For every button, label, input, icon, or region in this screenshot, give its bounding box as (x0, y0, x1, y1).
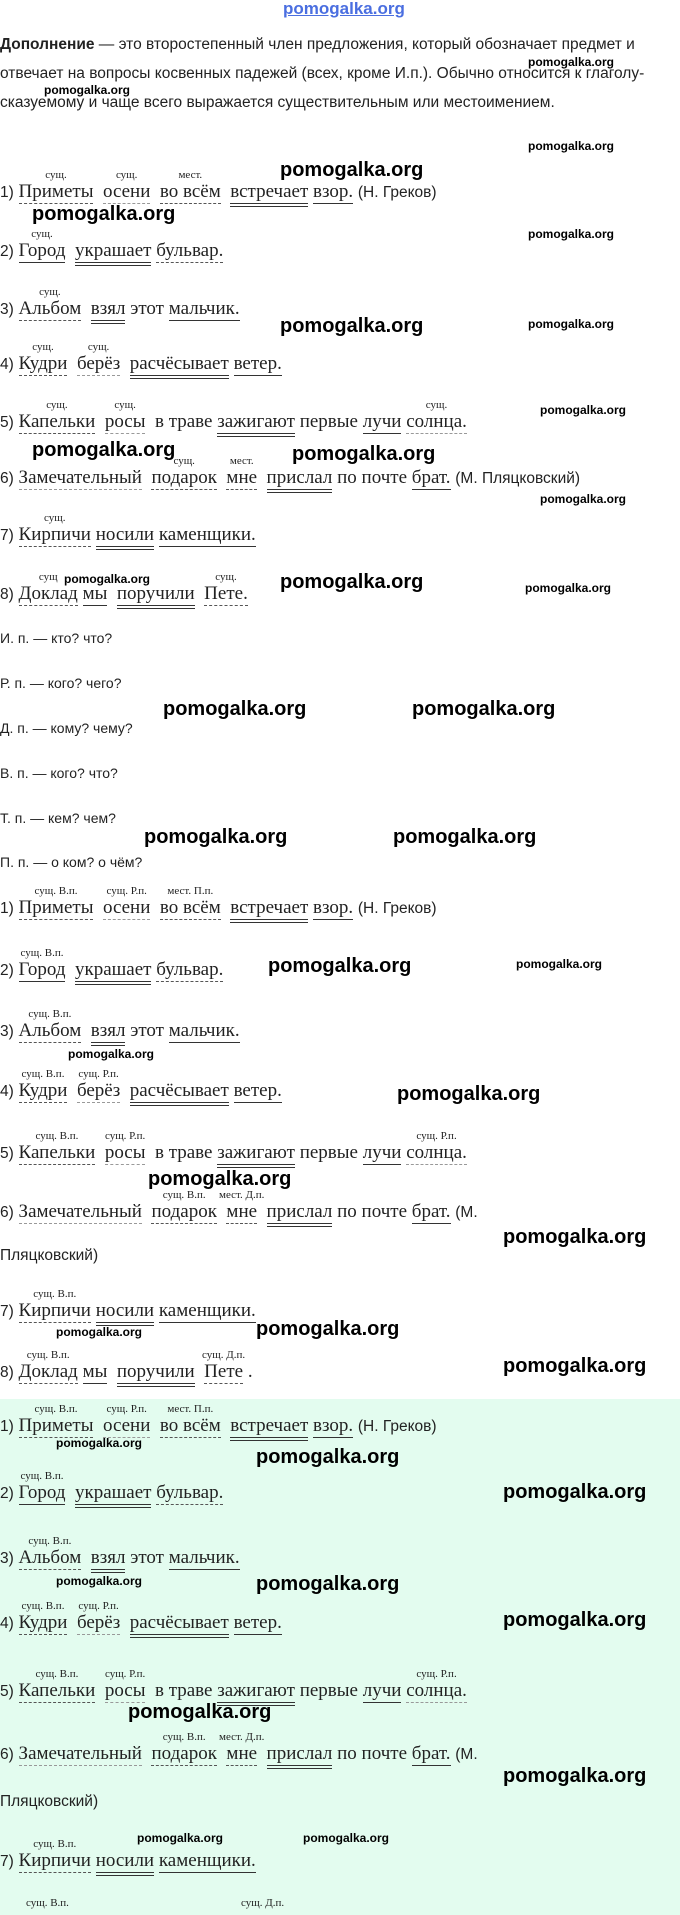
watermark: pomogalka.org (268, 955, 412, 977)
word: взор. (313, 1415, 354, 1436)
watermark: pomogalka.org (64, 572, 151, 586)
word: сущ. В.п. Кудри (18, 1068, 68, 1101)
word: брат. (411, 1743, 451, 1764)
word: ветер. (233, 1612, 282, 1633)
word: сущ. Кирпичи (18, 512, 91, 545)
word: взор. (313, 897, 354, 918)
watermark: pomogalka.org (256, 1318, 400, 1340)
word: сущ. В.п. подарок (151, 1189, 217, 1222)
word: сущ. подарок (151, 455, 217, 488)
s2-sentence-1: 1) сущ. В.п. Приметы сущ. Р.п. осени мест. П.п. во всём встречает взор. (Н. Греков) (0, 897, 437, 923)
s2-sentence-4: 4) сущ. В.п. Кудри сущ. Р.п. берёз расчёсывает ветер. (0, 1080, 282, 1106)
watermark: pomogalka.org (32, 439, 176, 461)
watermark: pomogalka.org (528, 227, 615, 241)
word: брат. (411, 467, 451, 488)
s2-sentence-3: 3) сущ. В.п. Альбом взял этот мальчик. (0, 1020, 240, 1046)
word: встречает (230, 181, 308, 207)
word: сущ. В.п. Город (18, 1470, 66, 1503)
s2-sentence-8: 8) сущ. В.п. Доклад мы поручили сущ. Д.п. Пете . (0, 1361, 253, 1387)
watermark: pomogalka.org (503, 1765, 647, 1787)
word: первые (299, 411, 358, 432)
word: носили (96, 1300, 154, 1326)
watermark: pomogalka.org (68, 1047, 155, 1061)
word: ветер. (233, 1080, 282, 1101)
word: в траве (154, 1680, 213, 1701)
word: сущ. Р.п. солнца. (406, 1668, 467, 1701)
word: сущ. росы (104, 399, 146, 432)
s3-sentence-8-anno-1: сущ. В.п. (26, 1897, 69, 1909)
word: встречает (230, 897, 308, 923)
word: сущ. Р.п. осени (102, 1403, 151, 1436)
word: носили (96, 524, 154, 550)
intro-paragraph (0, 30, 672, 117)
question-accusative: В. п. — кого? что? (0, 765, 118, 781)
question-instrumental: Т. п. — кем? чем? (0, 810, 116, 826)
word: сущ. Д.п. Пете (202, 1349, 246, 1382)
word: Замечательный (18, 1201, 142, 1222)
s1-sentence-6: 6) Замечательный сущ. подарок мест. мне прислал по почте брат. (М. Пляцковский) (0, 467, 580, 493)
word: сущ. В.п. Приметы (18, 885, 94, 918)
s3-sentence-6-source-cont: Пляцковский) (0, 1793, 99, 1810)
watermark: pomogalka.org (503, 1481, 647, 1503)
word: мест. во всём (159, 169, 221, 202)
watermark: pomogalka.org (292, 443, 436, 465)
word: по почте (337, 467, 408, 488)
word: мы (82, 1361, 108, 1382)
s3-sentence-7: 7) сущ. В.п. Кирпичи носили каменщики. (0, 1850, 256, 1876)
word: сущ. В.п. Кудри (18, 1600, 68, 1633)
s2-sentence-2: 2) сущ. В.п. Город украшает бульвар. (0, 959, 223, 985)
word: мест. Д.п. мне (219, 1731, 265, 1764)
word: сущ. В.п. Капельки (18, 1668, 96, 1701)
watermark: pomogalka.org (516, 957, 603, 971)
word: бульвар. (156, 1482, 224, 1503)
s2-sentence-6-source-cont: Пляцковский) (0, 1247, 99, 1264)
word: этот (130, 1020, 164, 1041)
word: взял (91, 1020, 126, 1046)
word: взял (91, 298, 126, 324)
word: этот (130, 1547, 164, 1568)
word: прислал (267, 1743, 333, 1769)
word: расчёсывает (130, 1080, 229, 1106)
watermark: pomogalka.org (280, 315, 424, 337)
word: мест. Д.п. мне (219, 1189, 265, 1222)
s1-sentence-1: 1) сущ. Приметы сущ. осени мест. во всём встречает взор. (Н. Греков) (0, 181, 437, 207)
word: украшает (75, 959, 151, 985)
watermark: pomogalka.org (393, 826, 537, 848)
watermark: pomogalka.org (280, 159, 424, 181)
word: зажигают (217, 1142, 295, 1168)
s1-sentence-7: 7) сущ. Кирпичи носили каменщики. (0, 524, 256, 550)
s1-sentence-4: 4) сущ. Кудри сущ. берёз расчёсывает ветер. (0, 353, 282, 379)
word: мальчик. (168, 298, 240, 319)
s3-sentence-2: 2) сущ. В.п. Город украшает бульвар. (0, 1482, 223, 1508)
watermark: pomogalka.org (503, 1355, 647, 1377)
word: сущ. Р.п. росы (104, 1130, 146, 1163)
watermark: pomogalka.org (128, 1701, 272, 1723)
word: поручили (117, 583, 195, 609)
word: поручили (117, 1361, 195, 1387)
word: сущ. В.п. Город (18, 947, 66, 980)
word: взор. (313, 181, 354, 202)
word: мест. мне (226, 455, 258, 488)
word: прислал (267, 467, 333, 493)
word: сущ. Приметы (18, 169, 94, 202)
s3-sentence-8-anno-2: сущ. Д.п. (241, 1897, 285, 1909)
s3-sentence-5: 5) сущ. В.п. Капельки сущ. Р.п. росы в траве зажигают первые лучи сущ. Р.п. солнца. (0, 1680, 467, 1706)
intro-term: Дополнение (0, 36, 95, 53)
word: лучи (362, 1142, 402, 1163)
watermark: pomogalka.org (56, 1325, 143, 1339)
word: ветер. (233, 353, 282, 374)
word: Замечательный (18, 1743, 142, 1764)
word: прислал (267, 1201, 333, 1227)
word: сущ. Капельки (18, 399, 96, 432)
word: сущ. осени (102, 169, 151, 202)
word: взял (91, 1547, 126, 1573)
word: сущ. В.п. Кирпичи (18, 1838, 91, 1871)
watermark: pomogalka.org (540, 403, 627, 417)
word: бульвар. (156, 240, 224, 261)
word: лучи (362, 1680, 402, 1701)
watermark: pomogalka.org (528, 317, 615, 331)
s2-sentence-5: 5) сущ. В.п. Капельки сущ. Р.п. росы в траве зажигают первые лучи сущ. Р.п. солнца. (0, 1142, 467, 1168)
word: сущ. солнца. (406, 399, 467, 432)
word: каменщики. (158, 1300, 256, 1321)
word: расчёсывает (130, 353, 229, 379)
word: сущ. Альбом (18, 286, 82, 319)
word: сущ. Р.п. росы (104, 1668, 146, 1701)
word: . (247, 1361, 253, 1382)
word: бульвар. (156, 959, 224, 980)
word: носили (96, 1850, 154, 1876)
word: украшает (75, 240, 151, 266)
s3-sentence-6: 6) Замечательный сущ. В.п. подарок мест. Д.п. мне прислал по почте брат. (М. (0, 1743, 478, 1769)
word: мест. П.п. во всём (159, 1403, 221, 1436)
watermark: pomogalka.org (256, 1446, 400, 1468)
word: сущ. В.п. Капельки (18, 1130, 96, 1163)
question-nominative: И. п. — кто? что? (0, 630, 113, 646)
question-genitive: Р. п. — кого? чего? (0, 675, 122, 691)
word: сущ. Р.п. берёз (76, 1068, 121, 1101)
word: по почте (337, 1201, 408, 1222)
watermark: pomogalka.org (32, 203, 176, 225)
word: по почте (337, 1743, 408, 1764)
s2-sentence-6: 6) Замечательный сущ. В.п. подарок мест. Д.п. мне прислал по почте брат. (М. (0, 1201, 478, 1227)
watermark: pomogalka.org (137, 1831, 224, 1845)
word: первые (299, 1680, 358, 1701)
word: лучи (362, 411, 402, 432)
word: встречает (230, 1415, 308, 1441)
word: сущ. Р.п. берёз (76, 1600, 121, 1633)
word: сущ Доклад (18, 571, 78, 604)
watermark: pomogalka.org (280, 571, 424, 593)
word: сущ. В.п. Альбом (18, 1008, 82, 1041)
s1-sentence-5: 5) сущ. Капельки сущ. росы в траве зажигают первые лучи сущ. солнца. (0, 411, 467, 437)
word: сущ. Пете. (204, 571, 248, 604)
watermark: pomogalka.org (412, 698, 556, 720)
word: мальчик. (168, 1020, 240, 1041)
word: сущ. Р.п. солнца. (406, 1130, 467, 1163)
word: сущ. Р.п. осени (102, 885, 151, 918)
watermark: pomogalka.org (525, 581, 612, 595)
question-prepositional: П. п. — о ком? о чём? (0, 854, 143, 870)
s1-sentence-8: 8) сущ Доклад мы поручили сущ. Пете. (0, 583, 248, 609)
word: сущ. В.п. Альбом (18, 1535, 82, 1568)
s2-sentence-7: 7) сущ. В.п. Кирпичи носили каменщики. (0, 1300, 256, 1326)
word: сущ. Город (18, 228, 66, 261)
watermark: pomogalka.org (503, 1226, 647, 1248)
watermark: pomogalka.org (540, 492, 627, 506)
watermark: pomogalka.org (44, 83, 131, 97)
watermark: pomogalka.org (503, 1609, 647, 1631)
s1-sentence-2: 2) сущ. Город украшает бульвар. (0, 240, 223, 266)
word: в траве (154, 411, 213, 432)
word: брат. (411, 1201, 451, 1222)
watermark: pomogalka.org (303, 1831, 390, 1845)
watermark: pomogalka.org (256, 1573, 400, 1595)
word: первые (299, 1142, 358, 1163)
watermark: pomogalka.org (163, 698, 307, 720)
word: мальчик. (168, 1547, 240, 1568)
word: сущ. Кудри (18, 341, 68, 374)
s3-sentence-3: 3) сущ. В.п. Альбом взял этот мальчик. (0, 1547, 240, 1573)
word: украшает (75, 1482, 151, 1508)
word: сущ. В.п. подарок (151, 1731, 217, 1764)
word: этот (130, 298, 164, 319)
word: расчёсывает (130, 1612, 229, 1638)
watermark: pomogalka.org (528, 139, 615, 153)
watermark: pomogalka.org (397, 1083, 541, 1105)
watermark: pomogalka.org (148, 1168, 292, 1190)
s3-sentence-1: 1) сущ. В.п. Приметы сущ. Р.п. осени мест. П.п. во всём встречает взор. (Н. Греков) (0, 1415, 437, 1441)
word: в траве (154, 1142, 213, 1163)
word: Замечательный (18, 467, 142, 488)
s3-sentence-4: 4) сущ. В.п. Кудри сущ. Р.п. берёз расчёсывает ветер. (0, 1612, 282, 1638)
word: каменщики. (158, 1850, 256, 1871)
word: мест. П.п. во всём (159, 885, 221, 918)
word: мы (82, 583, 108, 604)
word: зажигают (217, 1680, 295, 1706)
word: сущ. В.п. Кирпичи (18, 1288, 91, 1321)
word: сущ. В.п. Доклад (18, 1349, 78, 1382)
intro-definition: — это второстепенный член предложения, который обозначает предмет и отвечает на вопросы косвенных падежей (всех, кроме И.п.). Обычно относится к глаголу-сказуемому и чаще всего выражается существительным или местоимением. (0, 36, 645, 111)
s1-sentence-3: 3) сущ. Альбом взял этот мальчик. (0, 298, 240, 324)
word: зажигают (217, 411, 295, 437)
watermark: pomogalka.org (56, 1574, 143, 1588)
watermark: pomogalka.org (528, 55, 615, 69)
word: сущ. В.п. Приметы (18, 1403, 94, 1436)
site-watermark-top[interactable]: pomogalka.org (283, 0, 405, 18)
word: каменщики. (158, 524, 256, 545)
watermark: pomogalka.org (56, 1436, 143, 1450)
watermark: pomogalka.org (144, 826, 288, 848)
question-dative: Д. п. — кому? чему? (0, 720, 133, 736)
word: сущ. берёз (76, 341, 121, 374)
